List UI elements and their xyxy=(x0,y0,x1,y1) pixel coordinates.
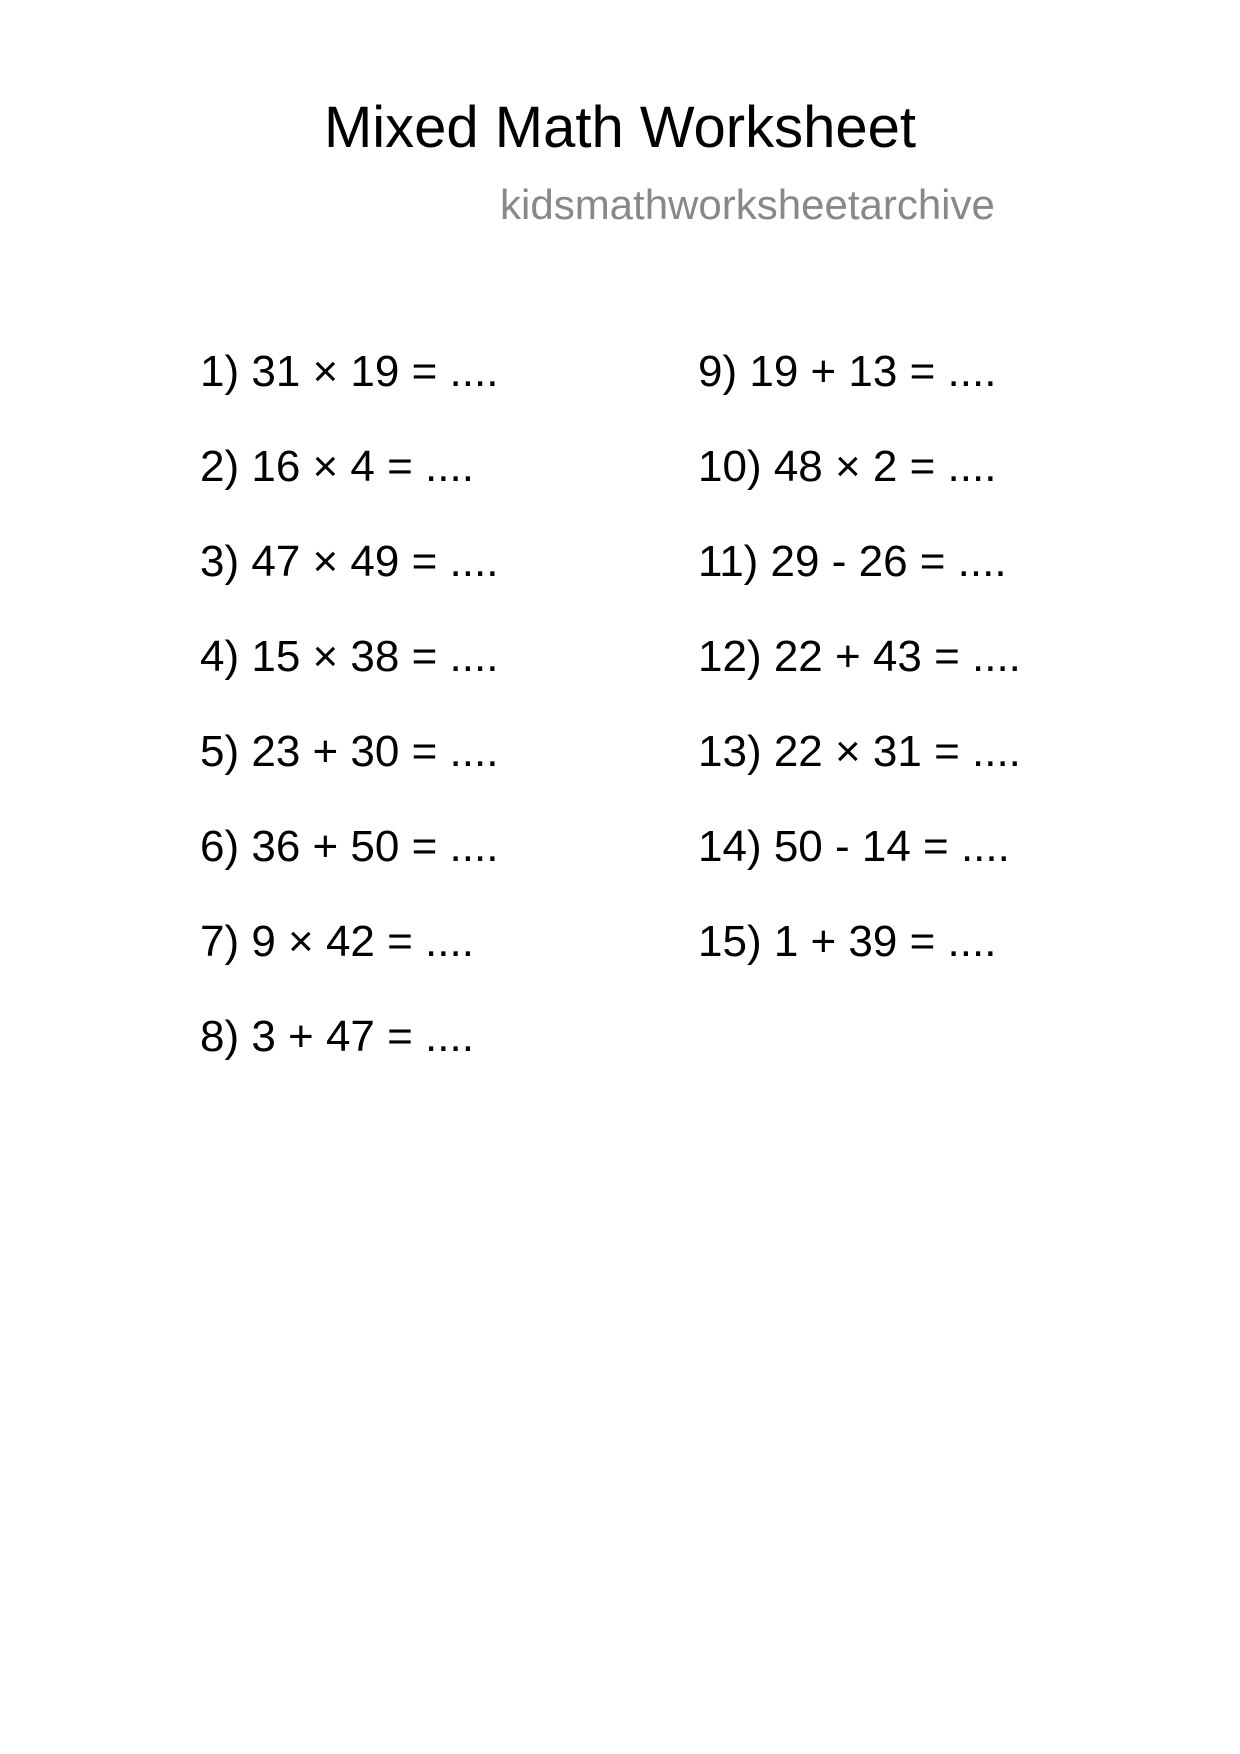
problem-item: 15) 1 + 39 = .... xyxy=(698,917,997,966)
problem-item: 11) 29 - 26 = .... xyxy=(698,537,1007,586)
problem-item: 9) 19 + 13 = .... xyxy=(698,347,997,396)
problem-item: 13) 22 × 31 = .... xyxy=(698,727,1021,776)
problem-item: 1) 31 × 19 = .... xyxy=(200,347,499,396)
problem-item: 4) 15 × 38 = .... xyxy=(200,632,499,681)
problem-item: 7) 9 × 42 = .... xyxy=(200,917,474,966)
problem-item: 6) 36 + 50 = .... xyxy=(200,822,499,871)
problem-item: 5) 23 + 30 = .... xyxy=(200,727,499,776)
page-title: Mixed Math Worksheet xyxy=(323,95,917,160)
problem-item: 2) 16 × 4 = .... xyxy=(200,442,474,491)
problem-item: 8) 3 + 47 = .... xyxy=(200,1012,474,1061)
problem-item: 14) 50 - 14 = .... xyxy=(698,822,1010,871)
problem-item: 12) 22 + 43 = .... xyxy=(698,632,1021,681)
page-subtitle: kidsmathworksheetarchive xyxy=(500,181,995,228)
problem-item: 3) 47 × 49 = .... xyxy=(200,537,499,586)
problem-item: 10) 48 × 2 = .... xyxy=(698,442,997,491)
